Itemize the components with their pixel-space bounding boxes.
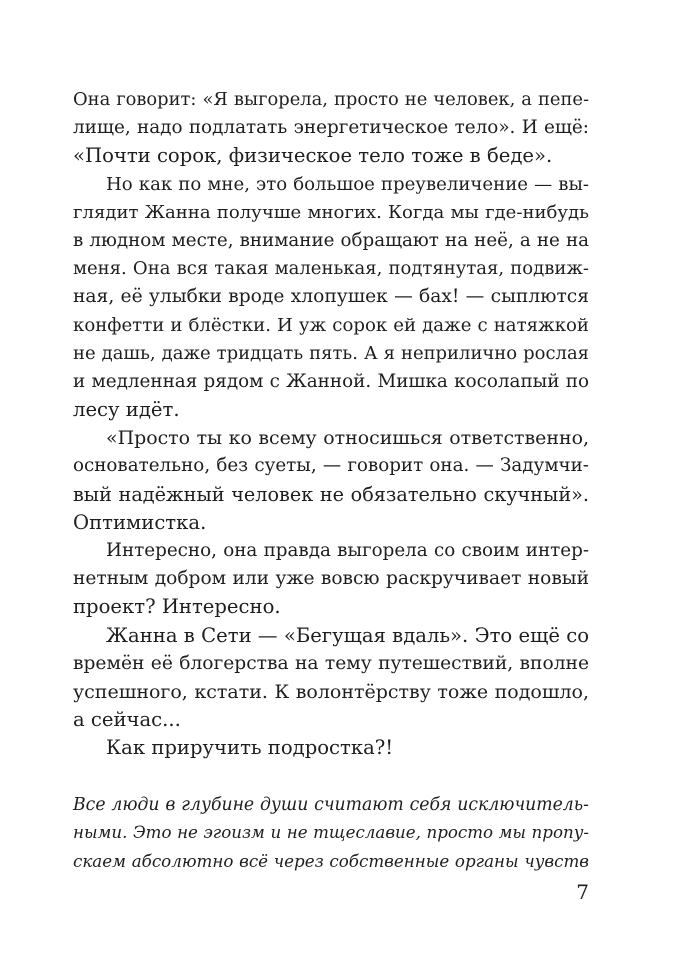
book-page <box>73 86 589 876</box>
quote-line: ными. Это не эгоизм и не тщеславие, просто мы пропу- <box>73 823 589 842</box>
text-line: Оптимистка. <box>73 510 207 534</box>
text-line: лесу идёт. <box>73 398 180 422</box>
text-line: глядит Жанна получше многих. Когда мы где-нибудь <box>73 201 589 223</box>
text-line: «Почти сорок, физическое тело тоже в беде». <box>73 144 553 168</box>
text-line: Жанна в Сети — «Бегущая вдаль». Это ещё со <box>106 623 589 647</box>
text-line: не дашь, даже тридцать пять. А я неприлично рослая <box>73 342 589 364</box>
section-gap <box>73 763 589 791</box>
text-line: времён её блогерства на тему путешествий, вполне <box>73 652 589 674</box>
text-line: Интересно, она правда выгорела со своим интер- <box>106 540 589 561</box>
text-line: нетным добром или уже вовсю раскручивает новый <box>73 568 589 590</box>
text-line: Она говорит: «Я выгорела, просто не человек, а пепе- <box>73 89 589 110</box>
paragraph-4 <box>73 537 589 622</box>
text-line: основательно, без суеты, — говорит она. — Задумчи- <box>73 455 589 477</box>
text-line: Как приручить подростка?! <box>106 736 394 760</box>
text-line: конфетти и блёстки. И уж сорок ей даже с натяжкой <box>73 314 589 336</box>
text-line: вый надёжный человек не обязательно скучный». <box>73 482 589 506</box>
text-line: в людном месте, внимание обращают на неё, а не на <box>73 229 589 251</box>
page-number: 7 <box>576 880 589 904</box>
text-line: меня. Она вся такая маленькая, подтянутая, подвиж- <box>73 258 589 280</box>
text-line: проект? Интересно. <box>73 595 281 619</box>
text-line: лище, надо подлатать энергетическое тело». И ещё: <box>73 117 589 139</box>
text-line: «Просто ты ко всему относишься ответственно, <box>106 427 589 450</box>
text-line: ная, её улыбки вроде хлопушек — бах! — сыплются <box>73 286 589 308</box>
quote-line: скаем абсолютно всё через собственные органы чувств <box>73 851 589 871</box>
quote-line: Все люди в глубине души считают себя исключитель- <box>73 794 589 815</box>
italic-quote <box>73 791 589 877</box>
paragraph-6 <box>73 734 589 762</box>
text-line: Но как по мне, это большое преувеличение — вы- <box>106 173 589 195</box>
text-line: успешного, кстати. К волонтёрству тоже подошло, <box>73 680 589 703</box>
text-line: а сейчас... <box>73 708 181 732</box>
paragraph-2 <box>73 171 589 425</box>
paragraph-5 <box>73 622 589 735</box>
paragraph-3 <box>73 424 589 537</box>
text-line: и медленная рядом с Жанной. Мишка косолапый по <box>73 370 589 392</box>
paragraph-1 <box>73 86 589 171</box>
